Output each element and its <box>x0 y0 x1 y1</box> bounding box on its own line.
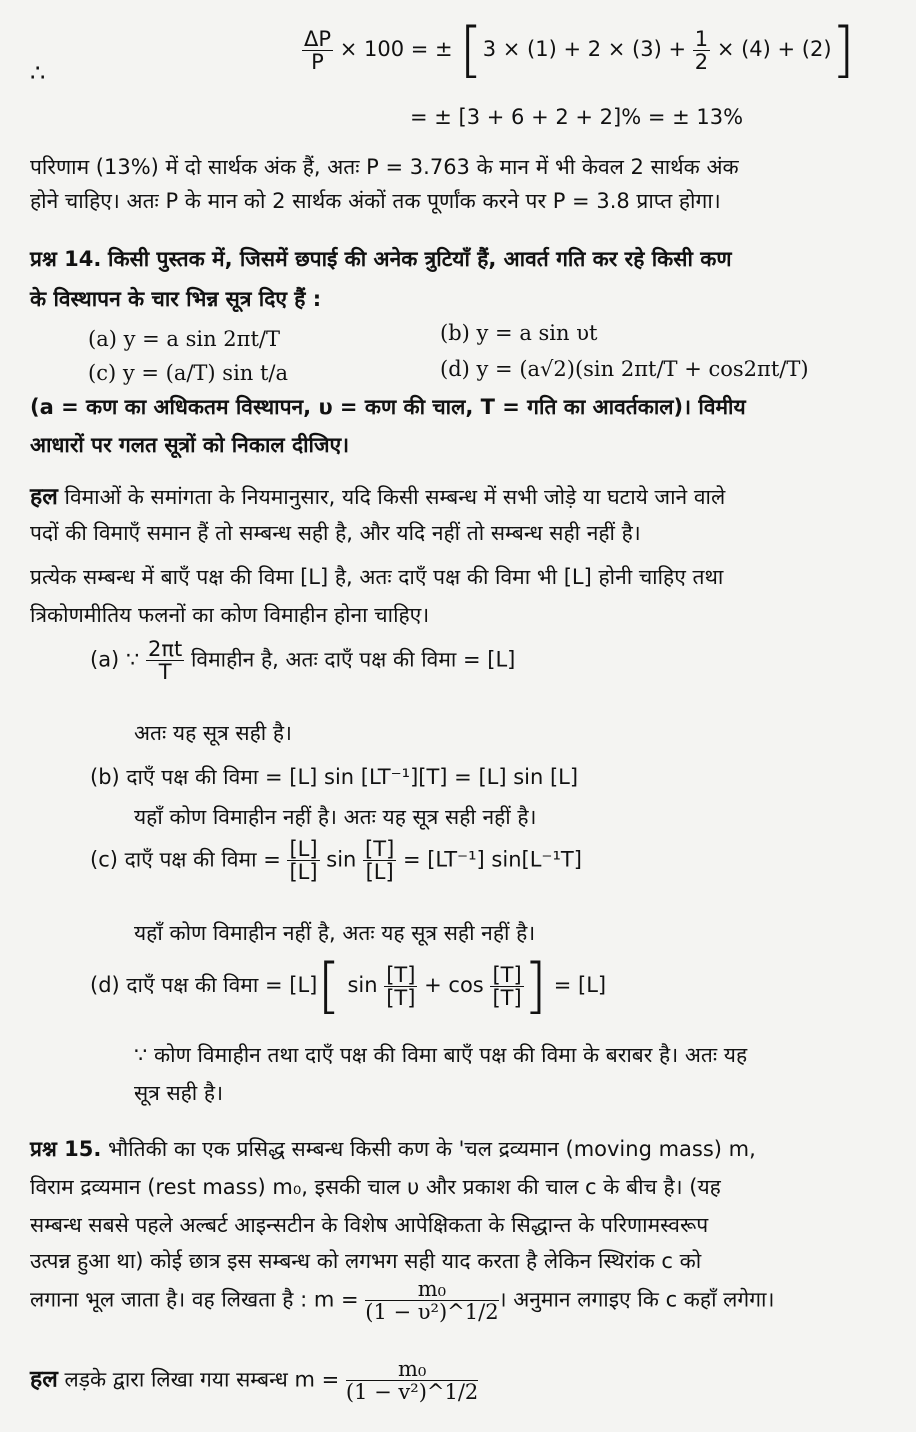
question-15 <box>30 1136 756 1162</box>
sol14-d-sin: sin <box>347 973 378 997</box>
sol14-d-rest: = [L] <box>553 973 607 997</box>
sol14-a-text: विमाहीन है, अतः दाएँ पक्ष की विमा = [L] <box>190 647 516 672</box>
sol14-a-result: अतः यह सूत्र सही है। <box>134 721 292 745</box>
q14-label: प्रश्न 14. <box>30 247 102 271</box>
sol14-line1: विमाओं के समांगता के नियमानुसार, यदि किसी सम्बन्ध में सभी जोड़े या घटाये जाने वाले <box>64 485 726 509</box>
therefore-symbol: ∴ <box>30 59 46 87</box>
q15-label: प्रश्न 15. <box>30 1137 102 1161</box>
sol15-label: हल <box>30 1366 58 1393</box>
sol15-num: m₀ <box>346 1358 478 1381</box>
eq-mid: × 100 = ± <box>339 37 453 61</box>
sol14-b <box>90 764 578 790</box>
q15-num: m₀ <box>365 1278 498 1301</box>
sol14-label: हल <box>30 484 58 510</box>
sol14-d-label: (d) <box>90 973 120 997</box>
sol14-d-text: दाएँ पक्ष की विमा = [L] <box>126 973 318 997</box>
sol14-a-den: T <box>158 660 172 684</box>
q14-option-d: (d) y = (a√2)(sin 2πt/T + cos2πt/T) <box>440 357 809 381</box>
sol14-c-rest: = [LT⁻¹] sin[L⁻¹T] <box>402 847 582 872</box>
question-14 <box>30 246 732 272</box>
sol14-line4: त्रिकोणमीतिय फलनों का कोण विमाहीन होना चाहिए। <box>30 603 430 627</box>
q14-line3: (a = कण का अधिकतम विस्थापन, υ = कण की चाल, T = गति का आवर्तकाल)। विमीय <box>30 395 746 419</box>
because-symbol: ∵ <box>125 647 140 672</box>
sol14-b-result: यहाँ कोण विमाहीन नहीं है। अतः यह सूत्र सही नहीं है। <box>134 805 537 829</box>
sol14-d-result-2: सूत्र सही है। <box>134 1081 224 1105</box>
frac-num: ΔP <box>304 26 332 51</box>
sol14-c-f1-num: [L] <box>289 837 318 861</box>
sol14-c-text: दाएँ पक्ष की विमा = <box>124 847 281 872</box>
half-den: 2 <box>694 49 709 74</box>
sol14-d: (d) दाएँ पक्ष की विमा = [L][ sin $\frac{[T]}{[T]}$ + cos $\frac{[T]}{[T]}$ ] = [L] <box>90 951 607 1021</box>
q14-line4: आधारों पर गलत सूत्रों को निकाल दीजिए। <box>30 433 350 457</box>
q15-line1: भौतिकी का एक प्रसिद्ध सम्बन्ध किसी कण के 'चल द्रव्यमान (moving mass) m, <box>108 1137 756 1161</box>
sol14-d-f2-den: [T] <box>492 985 522 1010</box>
sol14-c-result: यहाँ कोण विमाहीन नहीं है, अतः यह सूत्र सही नहीं है। <box>134 921 536 945</box>
q15-line5-b: । अनुमान लगाइए कि c कहाँ लगेगा। <box>498 1287 775 1312</box>
para-result-2: होने चाहिए। अतः P के मान को 2 सार्थक अंकों तक पूर्णांक करने पर P = 3.8 प्राप्त होगा। <box>30 189 721 213</box>
eq-a: 3 × (1) + 2 × (3) + <box>482 37 687 61</box>
sol15-den: (1 − v²)^1/2 <box>345 1380 479 1404</box>
sol14-b-text: दाएँ पक्ष की विमा = [L] sin [LT⁻¹][T] = [L] sin [L] <box>126 765 579 789</box>
q15-line5-a: लगाना भूल जाता है। वह लिखता है : m = <box>30 1287 359 1312</box>
sol15-text: लड़के द्वारा लिखा गया सम्बन्ध m = <box>64 1367 340 1392</box>
q14-option-b: (b) y = a sin υt <box>440 321 598 345</box>
sol14-line3: प्रत्येक सम्बन्ध में बाएँ पक्ष की विमा [L] है, अतः दाएँ पक्ष की विमा भी [L] होनी चाहिए तथा <box>30 565 724 589</box>
q15-line2: विराम द्रव्यमान (rest mass) m₀, इसकी चाल υ और प्रकाश की चाल c के बीच है। (यह <box>30 1175 721 1199</box>
sol14-c-f1-den: [L] <box>289 860 318 884</box>
sol14-d-f1-den: [T] <box>386 985 416 1010</box>
para-result-1: परिणाम (13%) में दो सार्थक अंक हैं, अतः P = 3.763 के मान में भी केवल 2 सार्थक अंक <box>30 155 739 179</box>
sol14-b-label: (b) <box>90 765 120 789</box>
q14-line1: किसी पुस्तक में, जिसमें छपाई की अनेक त्रुटियाँ हैं, आवर्त गति कर रहे किसी कण <box>108 247 732 271</box>
q15-line4: उत्पन्न हुआ था) कोई छात्र इस सम्बन्ध को लगभग सही याद करता है लेकिन स्थिरांक c को <box>30 1249 702 1273</box>
sol14-c-label: (c) <box>90 847 118 872</box>
sol14-c <box>90 838 582 898</box>
sol14-d-result-1: ∵ कोण विमाहीन तथा दाएँ पक्ष की विमा बाएँ पक्ष की विमा के बराबर है। अतः यह <box>134 1043 748 1067</box>
sol14-d-cos: + cos <box>424 973 484 997</box>
q14-option-a: (a) y = a sin 2πt/T <box>88 327 280 351</box>
sol14-a-num: 2πt <box>148 637 183 661</box>
equation-percent-error: $\frac{\Delta P}{P}$ × 100 = ± [3 × (1) + 2 × (3) + $\frac{1}{2}$ × (4) + (2)] <box>304 15 855 85</box>
q14-option-c: (c) y = (a/T) sin t/a <box>88 361 289 385</box>
frac-den: P <box>311 49 324 74</box>
q15-line5 <box>30 1278 774 1338</box>
sol14-d-f1-num: [T] <box>386 962 416 987</box>
sol14-d-f2-num: [T] <box>492 962 522 987</box>
q14-line2: के विस्थापन के चार भिन्न सूत्र दिए हैं : <box>30 287 322 311</box>
sol14-a <box>90 638 515 698</box>
half-num: 1 <box>694 26 709 51</box>
eq-b: × (4) + (2) <box>716 37 832 61</box>
sol14-a-label: (a) <box>90 647 120 672</box>
sol14-c-f2-den: [L] <box>365 860 394 884</box>
sol14-para1 <box>30 484 725 510</box>
sol14-c-f2-num: [T] <box>365 837 395 861</box>
q15-line3: सम्बन्ध सबसे पहले अल्बर्ट आइन्सटीन के विशेष आपेक्षिकता के सिद्धान्त के परिणामस्वरूप <box>30 1213 709 1237</box>
sol14-line2: पदों की विमाएँ समान हैं तो सम्बन्ध सही है, और यदि नहीं तो सम्बन्ध सही नहीं है। <box>30 521 641 545</box>
equation-sum: = ± [3 + 6 + 2 + 2]% = ± 13% <box>410 105 744 129</box>
sol14-c-sin: sin <box>326 847 357 872</box>
sol15 <box>30 1358 478 1418</box>
q15-den: (1 − υ²)^1/2 <box>365 1300 499 1324</box>
